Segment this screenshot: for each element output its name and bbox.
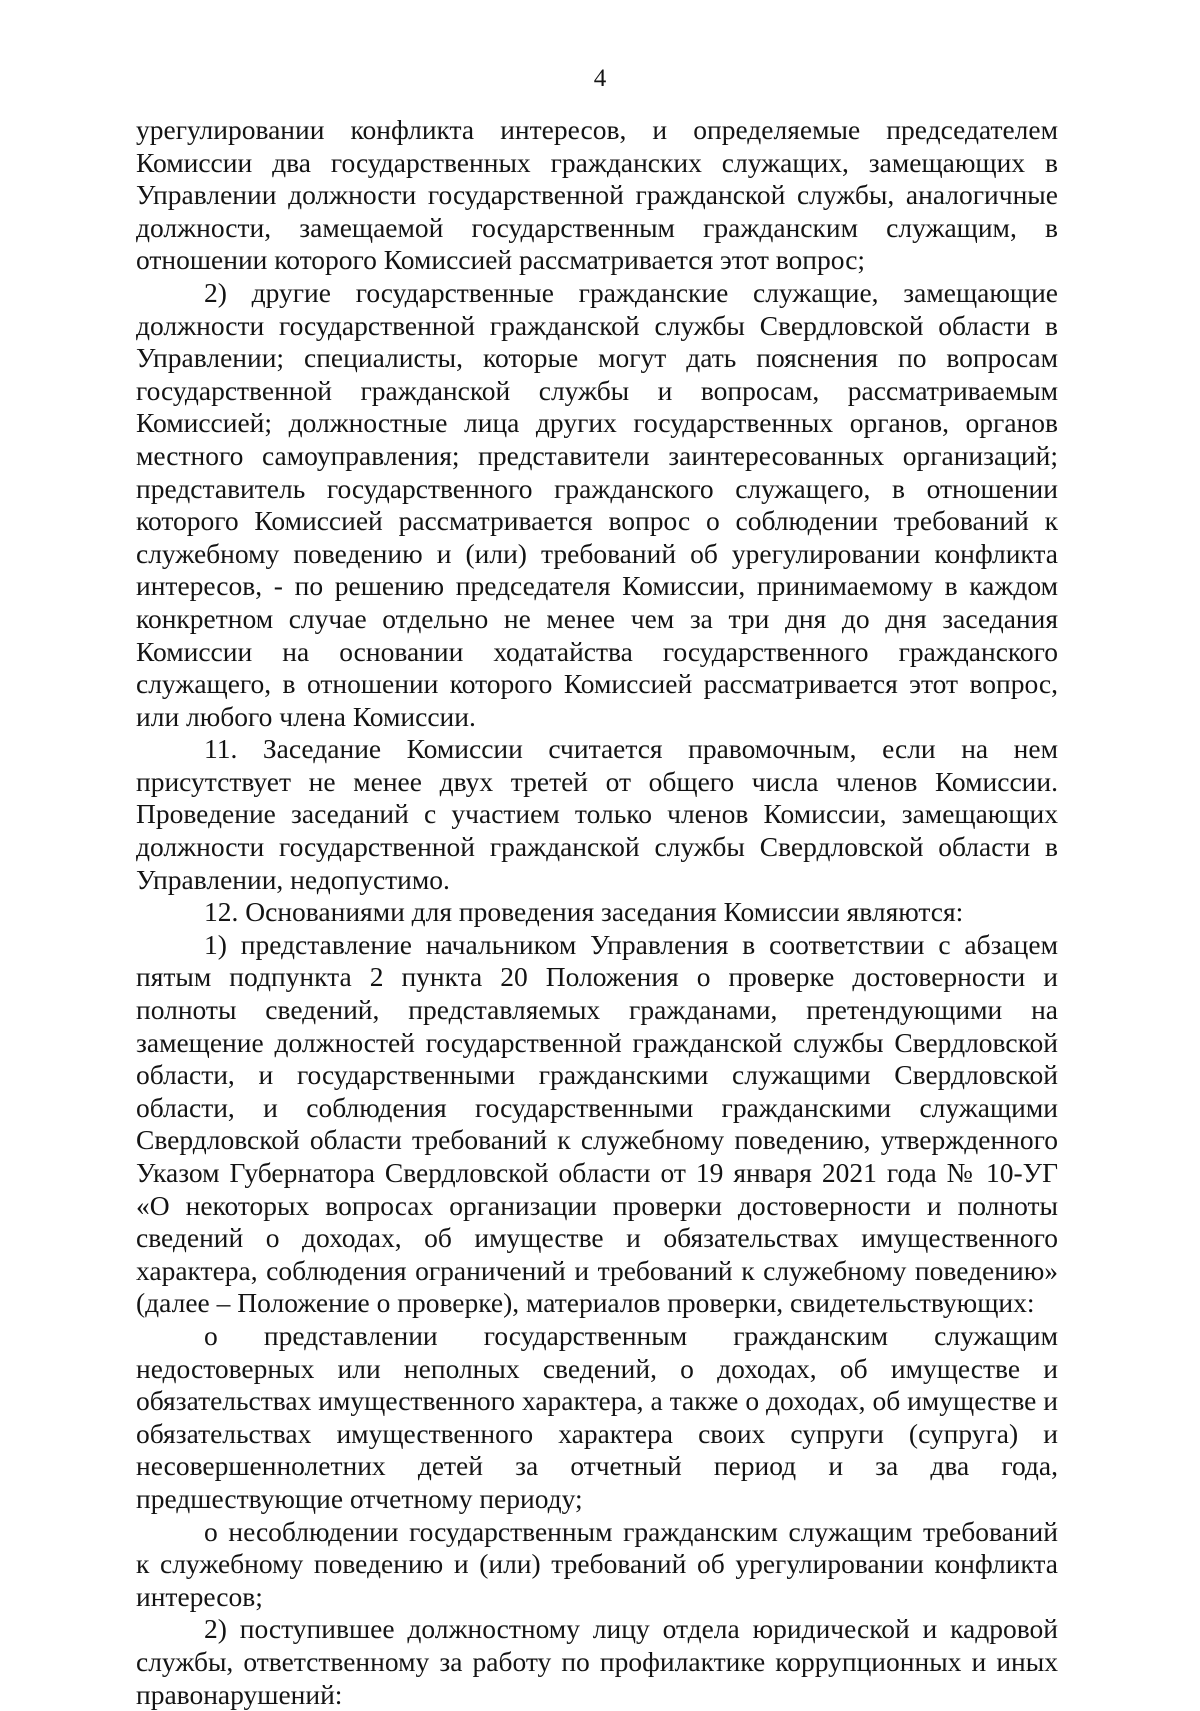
paragraph-item-11: 11. Заседание Комиссии считается правомочным, если на нем присутствует не менее двух третей от общего числа членов Комиссии. Проведение заседаний с участием только членов Комиссии, замещающих должности государственной гражданской службы Свердловской области в Управлении, недопустимо. <box>136 733 1058 895</box>
paragraph-item-12: 12. Основаниями для проведения заседания Комиссии являются: <box>204 896 964 928</box>
paragraph-item-12-1-b: о несоблюдении государственным гражданским служащим требований к служебному поведению и (или) требований об урегулировании конфликта интересов; <box>136 1515 1058 1612</box>
paragraph-continuation: урегулировании конфликта интересов, и определяемые председателем Комиссии два государственных гражданских служащих, замещающих в Управлении должности государственной гражданской службы, аналогичные должности, замещаемой государственным гражданским служащим, в отношении которого Комиссией рассматривается этот вопрос; <box>136 114 1058 276</box>
paragraph-item-12-1: 1) представление начальником Управления в соответствии с абзацем пятым подпункта 2 пункта 20 Положения о проверке достоверности и полноты сведений, представляемых гражданами, претендующими на замещение должностей государственной гражданской службы Свердловской области, и государственными гражданскими служащими Свердловской области, и соблюдения государственными гражданскими служащими Свердловской области требований к служебному поведению, утвержденного Указом Губернатора Свердловской области от 19 января 2021 года № 10-УГ «О некоторых вопросах организации проверки достоверности и полноты сведений о доходах, об имуществе и обязательствах имущественного характера, соблюдения ограничений и требований к служебному поведению» (далее – Положение о проверке), материалов проверки, свидетельствующих: <box>136 928 1058 1319</box>
page-number: 4 <box>593 65 607 92</box>
paragraph-item-12-2: 2) поступившее должностному лицу отдела юридической и кадровой службы, ответственному за работу по профилактике коррупционных и иных правонарушений: <box>136 1613 1058 1710</box>
paragraph-item-12-1-a: о представлении государственным гражданским служащим недостоверных или неполных сведений, о доходах, об имуществе и обязательствах имущественного характера, а также о доходах, об имуществе и обязательствах имущественного характера своих супруги (супруга) и несовершеннолетних детей за отчетный период и за два года, предшествующие отчетному периоду; <box>136 1319 1058 1514</box>
document-body <box>136 114 1058 1711</box>
paragraph-item-10-2: 2) другие государственные гражданские служащие, замещающие должности государственной гражданской службы Свердловской области в Управлении; специалисты, которые могут дать пояснения по вопросам государственной гражданской службы и вопросам, рассматриваемым Комиссией; должностные лица других государственных органов, органов местного самоуправления; представители заинтересованных организаций; представитель государственного гражданского служащего, в отношении которого Комиссией рассматривается вопрос о соблюдении требований к служебному поведению и (или) требований об урегулировании конфликта интересов, - по решению председателя Комиссии, принимаемому в каждом конкретном случае отдельно не менее чем за три дня до дня заседания Комиссии на основании ходатайства государственного гражданского служащего, в отношении которого Комиссией рассматривается этот вопрос, или любого члена Комиссии. <box>136 276 1058 732</box>
